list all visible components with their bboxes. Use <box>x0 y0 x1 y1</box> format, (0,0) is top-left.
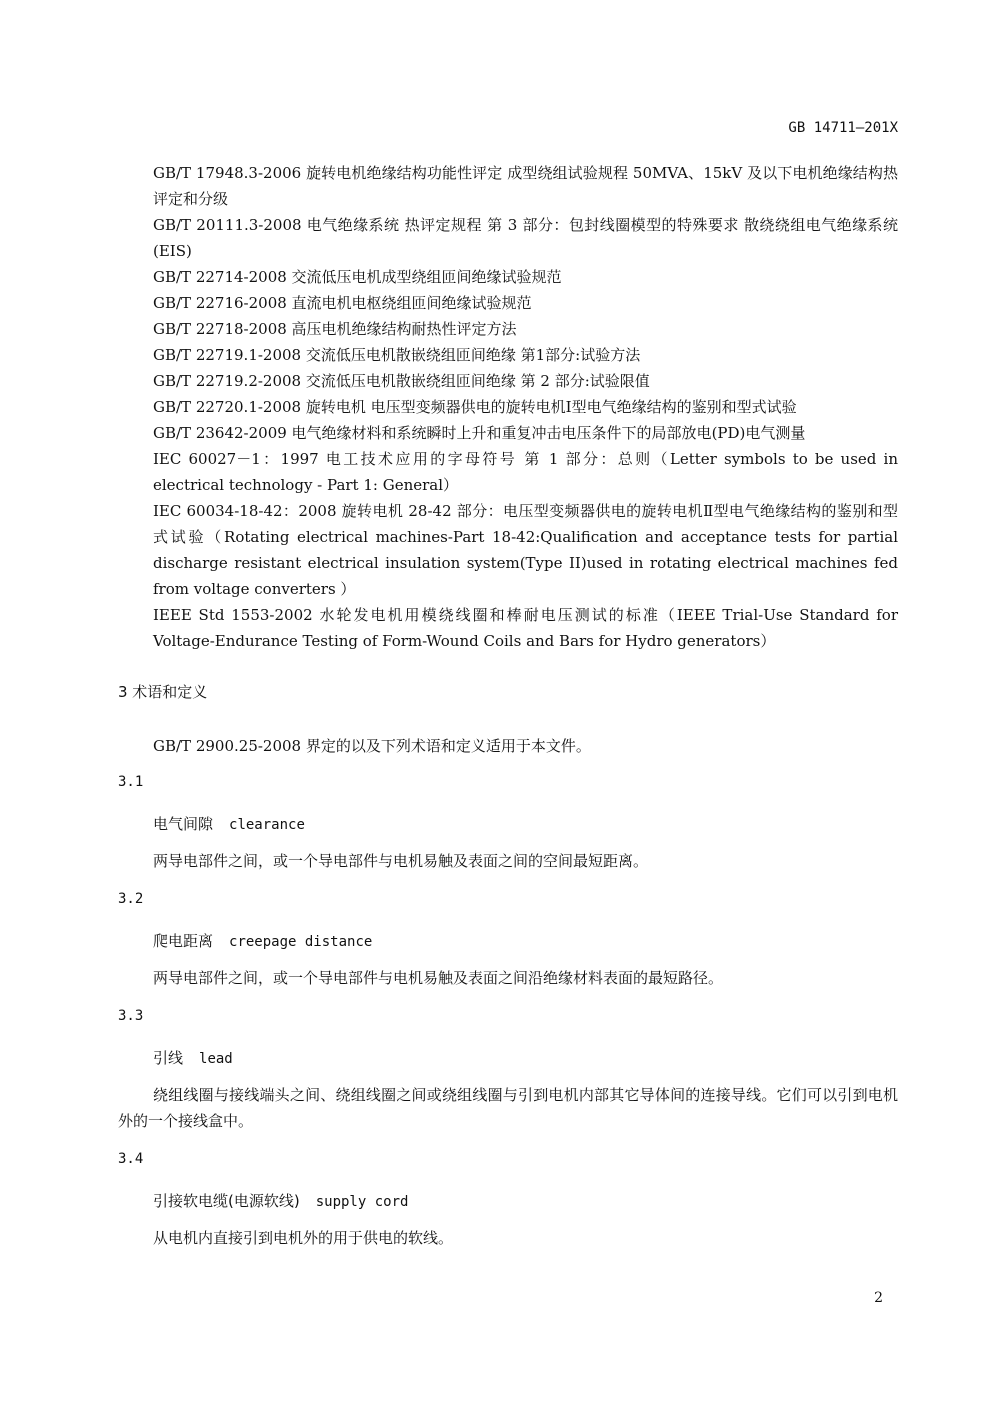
term-definition <box>118 965 898 991</box>
reference-item: GB/T 23642-2009 电气绝缘材料和系统瞬时上升和重复冲击电压条件下的局部放电(PD)电气测量 <box>153 424 806 442</box>
term-heading <box>118 1047 933 1068</box>
term-heading <box>118 813 933 834</box>
reference-item: IEC 60034-18-42：2008 旋转电机 28-42 部分：电压型变频器供电的旋转电机Ⅱ型电气绝缘结构的鉴别和型式试验（Rotating electrical machines-Part 18-42:Qualification and acceptance tests for partial discharge resistant electrical insulation system(Type II)used in rotating electrical machines fed from voltage converters ） <box>153 502 898 598</box>
page-number: 2 <box>874 1290 883 1306</box>
reference-item: GB/T 17948.3-2006 旋转电机绝缘结构功能性评定 成型绕组试验规程 50MVA、15kV 及以下电机绝缘结构热评定和分级 <box>153 164 898 208</box>
reference-item: GB/T 22718-2008 高压电机绝缘结构耐热性评定方法 <box>153 320 517 338</box>
term-zh: 引接软电缆(电源软线) <box>153 1192 300 1210</box>
section-intro <box>118 733 898 759</box>
term-definition <box>118 848 898 874</box>
reference-item: GB/T 20111.3-2008 电气绝缘系统 热评定规程 第 3 部分：包封线圈模型的特殊要求 散绕绕组电气绝缘系统(EIS) <box>153 216 898 260</box>
term-number: 3.1 <box>118 774 144 790</box>
reference-list <box>153 160 898 654</box>
term-heading <box>118 1190 933 1211</box>
definition-text: 从电机内直接引到电机外的用于供电的软线。 <box>153 1229 454 1247</box>
reference-item: GB/T 22719.2-2008 交流低压电机散嵌绕组匝间绝缘 第 2 部分:试验限值 <box>153 372 650 390</box>
term-definition <box>118 1225 898 1251</box>
intro-text: GB/T 2900.25-2008 界定的以及下列术语和定义适用于本文件。 <box>153 737 591 755</box>
reference-item: GB/T 22719.1-2008 交流低压电机散嵌绕组匝间绝缘 第1部分:试验方法 <box>153 346 641 364</box>
reference-item: GB/T 22716-2008 直流电机电枢绕组匝间绝缘试验规范 <box>153 294 532 312</box>
definition-text: 绕组线圈与接线端头之间、绕组线圈之间或绕组线圈与引到电机内部其它导体间的连接导线。它们可以引到电机外的一个接线盒中。 <box>118 1086 898 1130</box>
section-title: 3 术语和定义 <box>118 683 208 701</box>
term-number: 3.2 <box>118 891 144 907</box>
term-zh: 电气间隙 <box>153 815 214 833</box>
reference-item: IEC 60027－1：1997 电工技术应用的字母符号 第 1 部分：总则（Letter symbols to be used in electrical technology - Part 1: General） <box>153 450 898 494</box>
term-heading <box>118 930 933 951</box>
term-number: 3.4 <box>118 1151 144 1167</box>
reference-item: GB/T 22720.1-2008 旋转电机 电压型变频器供电的旋转电机Ⅰ型电气绝缘结构的鉴别和型式试验 <box>153 398 797 416</box>
reference-item: IEEE Std 1553-2002 水轮发电机用模绕线圈和棒耐电压测试的标准（IEEE Trial-Use Standard for Voltage-Endurance Testing of Form-Wound Coils and Bars for Hydro generators） <box>153 606 898 650</box>
term-zh: 爬电距离 <box>153 932 214 950</box>
term-number: 3.3 <box>118 1008 144 1024</box>
page-header-code: GB 14711—201X <box>788 120 898 136</box>
term-definition <box>118 1082 898 1134</box>
term-en: clearance <box>229 817 305 833</box>
term-en: creepage distance <box>229 934 373 950</box>
term-en: lead <box>199 1051 233 1067</box>
term-zh: 引线 <box>153 1049 184 1067</box>
definition-text: 两导电部件之间，或一个导电部件与电机易触及表面之间的空间最短距离。 <box>153 852 649 870</box>
term-en: supply cord <box>315 1194 409 1210</box>
reference-item: GB/T 22714-2008 交流低压电机成型绕组匝间绝缘试验规范 <box>153 268 562 286</box>
definition-text: 两导电部件之间，或一个导电部件与电机易触及表面之间沿绝缘材料表面的最短路径。 <box>153 969 724 987</box>
